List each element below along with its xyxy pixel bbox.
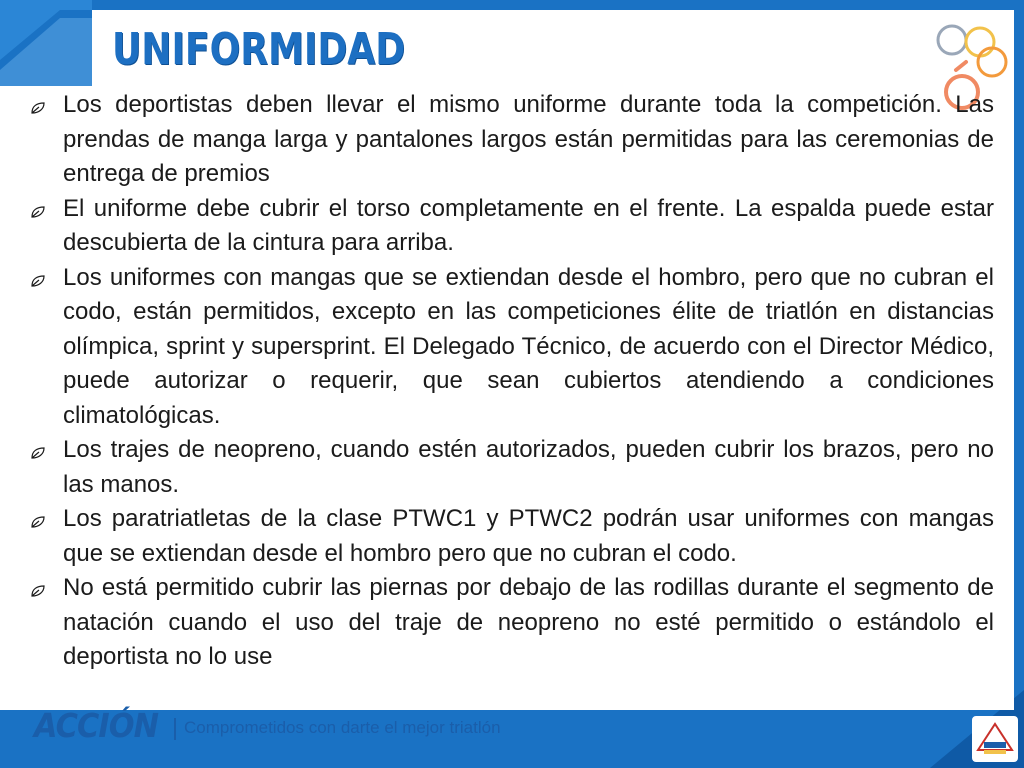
bullet-text: No está permitido cubrir las piernas por debajo de las rodillas durante el segmento de natación cuando el uso del traje de neopreno no esté permitido o estándolo el deportista no lo use (63, 574, 994, 670)
leaf-bullet-icon (30, 515, 46, 529)
list-item (30, 88, 994, 192)
list-item (30, 192, 994, 261)
leaf-bullet-icon (30, 584, 46, 598)
bullet-text: Los uniformes con mangas que se extiendan desde el hombro, pero que no cubran el codo, están permitidos, excepto en las competiciones élite de triatlón en distancias olímpica, sprint y supersprint. El Delegado Técnico, de acuerdo con el Director Médico, puede autorizar o requerir, que sean cubiertos atendiendo a condiciones climatológicas. (63, 263, 994, 429)
list-item (30, 261, 994, 434)
bullet-text: Los deportistas deben llevar el mismo uniforme durante toda la competición. Las prendas de manga larga y pantalones largos están permitidas para las ceremonias de entrega de premios (63, 91, 994, 187)
leaf-bullet-icon (30, 205, 46, 219)
leaf-bullet-icon (30, 274, 46, 288)
list-item (30, 571, 994, 675)
leaf-bullet-icon (30, 101, 46, 115)
bullet-text: Los trajes de neopreno, cuando estén autorizados, pueden cubrir los brazos, pero no las manos. (63, 436, 994, 498)
bullet-list (30, 88, 994, 675)
bullet-text: Los paratriatletas de la clase PTWC1 y PTWC2 podrán usar uniformes con mangas que se extiendan desde el hombro pero que no cubran el codo. (63, 505, 994, 567)
list-item (30, 433, 994, 502)
footer-tagline: Comprometidos con darte el mejor triatlón (184, 718, 501, 737)
leaf-bullet-icon (30, 446, 46, 460)
footer-divider (174, 718, 176, 740)
list-item (30, 502, 994, 571)
bullet-text: El uniforme debe cubrir el torso completamente en el frente. La espalda puede estar descubierta de la cintura para arriba. (63, 194, 994, 256)
triathlon-federation-logo-icon (972, 716, 1018, 762)
slide-title: UNIFORMIDAD (112, 24, 406, 75)
accion-logo: ACCIÓN (34, 706, 159, 745)
